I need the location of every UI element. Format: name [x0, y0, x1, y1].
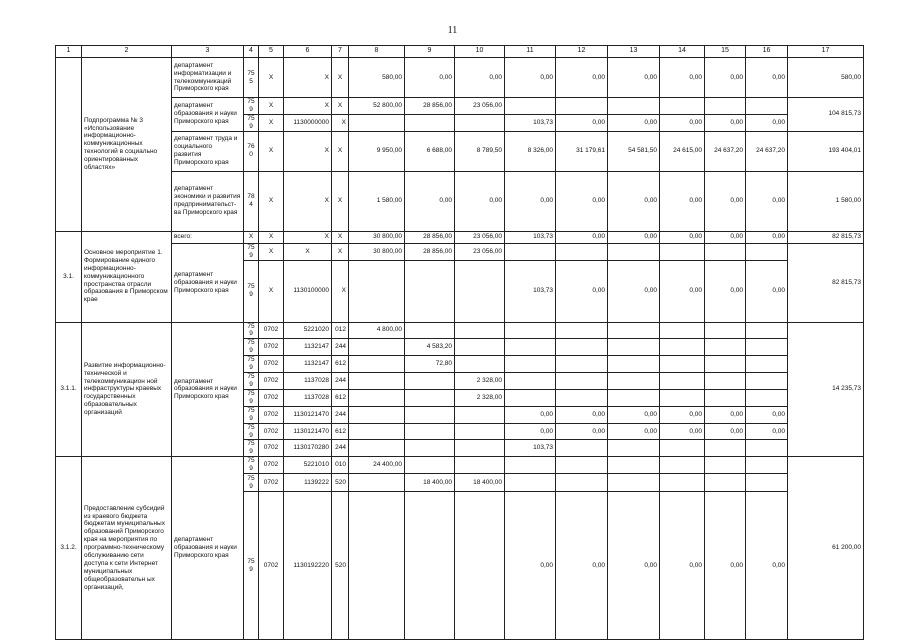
cell-col-15 — [705, 356, 746, 373]
cell-col-5: X — [259, 131, 284, 171]
cell-col-4: 759 — [244, 389, 259, 406]
row-number: 3.1.1. — [56, 322, 82, 457]
cell-col-4: 760 — [244, 131, 259, 171]
cell-col-14 — [660, 389, 705, 406]
cell-col-8: 1 580,00 — [349, 171, 405, 231]
cell-col-5: X — [259, 260, 284, 322]
cell-col-6: 1130170280 — [284, 440, 332, 457]
cell-col-7: X — [332, 114, 349, 131]
cell-col-5: 0702 — [259, 406, 284, 423]
header-col-1: 1 — [56, 46, 82, 58]
cell-col-4: 759 — [244, 440, 259, 457]
row-number: 3.1.2. — [56, 457, 82, 640]
cell-col-4: 759 — [244, 474, 259, 492]
cell-col-15 — [705, 98, 746, 115]
cell-col-7: 012 — [332, 322, 349, 339]
cell-col-7: 244 — [332, 373, 349, 390]
cell-col-5: 0702 — [259, 339, 284, 356]
cell-col-6: X — [284, 131, 332, 171]
cell-col-13: 0,00 — [608, 406, 660, 423]
cell-col-13 — [608, 440, 660, 457]
executor: департамент труда и социального развития Приморского края — [172, 131, 244, 171]
cell-col-14 — [660, 322, 705, 339]
cell-col-11 — [505, 339, 556, 356]
executor: департамент образования и науки Приморского края — [172, 98, 244, 132]
cell-col-6: 1130100000 — [284, 260, 332, 322]
table-row — [56, 98, 864, 115]
executor: департамент образования и науки Приморского края — [172, 243, 244, 322]
cell-col-16: 0,00 — [746, 423, 788, 440]
cell-col-4: 759 — [244, 339, 259, 356]
cell-col-13 — [608, 339, 660, 356]
cell-col-5: X — [259, 231, 284, 243]
cell-col-12: 0,00 — [556, 406, 608, 423]
cell-col-12 — [556, 440, 608, 457]
cell-col-7: 010 — [332, 457, 349, 474]
cell-col-4: 759 — [244, 356, 259, 373]
program-name: Подпрограмма № 3 «Использование информационно-коммуникационных технологий в социально ориентированных областях» — [82, 58, 172, 232]
cell-col-6: 1137028 — [284, 389, 332, 406]
cell-col-9 — [405, 492, 455, 640]
table-row — [56, 243, 864, 260]
cell-col-4: 759 — [244, 406, 259, 423]
cell-col-11: 0,00 — [505, 423, 556, 440]
cell-col-17: 580,00 — [788, 58, 864, 98]
cell-col-4: 784 — [244, 171, 259, 231]
cell-col-15 — [705, 339, 746, 356]
cell-col-15 — [705, 322, 746, 339]
cell-col-14 — [660, 98, 705, 115]
cell-col-7: 244 — [332, 440, 349, 457]
cell-col-5: 0702 — [259, 373, 284, 390]
cell-col-8 — [349, 406, 405, 423]
cell-col-6: 1137028 — [284, 373, 332, 390]
cell-col-16: 0,00 — [746, 260, 788, 322]
cell-col-4: 759 — [244, 243, 259, 260]
cell-col-7: X — [332, 260, 349, 322]
cell-col-16 — [746, 474, 788, 492]
cell-col-9: 6 688,00 — [405, 131, 455, 171]
header-col-12: 12 — [556, 46, 608, 58]
cell-col-6: X — [284, 171, 332, 231]
cell-col-13: 0,00 — [608, 492, 660, 640]
header-col-8: 8 — [349, 46, 405, 58]
cell-col-17: 82 815,73 — [788, 231, 864, 243]
table-row — [56, 457, 864, 474]
cell-col-11 — [505, 322, 556, 339]
cell-col-10 — [455, 406, 505, 423]
header-col-9: 9 — [405, 46, 455, 58]
cell-col-12 — [556, 98, 608, 115]
cell-col-10: 0,00 — [455, 58, 505, 98]
cell-col-6: 1130192220 — [284, 492, 332, 640]
cell-col-14: 0,00 — [660, 406, 705, 423]
cell-col-7: 612 — [332, 389, 349, 406]
cell-col-10: 23 056,00 — [455, 98, 505, 115]
cell-col-15 — [705, 389, 746, 406]
cell-col-11: 103,73 — [505, 440, 556, 457]
cell-col-7: X — [332, 171, 349, 231]
cell-col-11 — [505, 356, 556, 373]
cell-col-14: 0,00 — [660, 423, 705, 440]
header-col-16: 16 — [746, 46, 788, 58]
cell-col-16: 0,00 — [746, 492, 788, 640]
cell-col-11: 103,73 — [505, 231, 556, 243]
header-col-15: 15 — [705, 46, 746, 58]
cell-col-6: 5221010 — [284, 457, 332, 474]
cell-col-8: 30 800,00 — [349, 243, 405, 260]
cell-col-12: 0,00 — [556, 260, 608, 322]
cell-col-15: 0,00 — [705, 406, 746, 423]
cell-col-14: 0,00 — [660, 260, 705, 322]
cell-col-16 — [746, 356, 788, 373]
cell-col-16 — [746, 373, 788, 390]
cell-col-13: 0,00 — [608, 114, 660, 131]
cell-col-5: 0702 — [259, 356, 284, 373]
page-number: 11 — [447, 25, 458, 36]
cell-col-7: 244 — [332, 406, 349, 423]
cell-col-9 — [405, 322, 455, 339]
cell-col-4: 759 — [244, 492, 259, 640]
cell-col-12: 0,00 — [556, 492, 608, 640]
cell-col-4: X — [244, 231, 259, 243]
cell-col-5: 0702 — [259, 389, 284, 406]
cell-col-12: 0,00 — [556, 231, 608, 243]
cell-col-5: X — [259, 171, 284, 231]
cell-col-9 — [405, 114, 455, 131]
cell-col-7: X — [332, 58, 349, 98]
cell-col-10: 23 056,00 — [455, 243, 505, 260]
cell-col-11: 8 326,00 — [505, 131, 556, 171]
cell-col-9: 4 583,20 — [405, 339, 455, 356]
cell-col-12 — [556, 373, 608, 390]
cell-col-14: 0,00 — [660, 58, 705, 98]
cell-col-11 — [505, 373, 556, 390]
cell-col-8 — [349, 474, 405, 492]
table-row — [56, 171, 864, 231]
cell-col-13: 0,00 — [608, 260, 660, 322]
cell-col-14: 0,00 — [660, 492, 705, 640]
cell-col-9 — [405, 440, 455, 457]
cell-col-16: 0,00 — [746, 231, 788, 243]
header-col-4: 4 — [244, 46, 259, 58]
cell-col-13 — [608, 356, 660, 373]
cell-col-13 — [608, 474, 660, 492]
cell-col-12 — [556, 457, 608, 474]
cell-col-12: 0,00 — [556, 58, 608, 98]
cell-col-12 — [556, 339, 608, 356]
cell-col-12 — [556, 474, 608, 492]
cell-col-16: 0,00 — [746, 114, 788, 131]
cell-col-8 — [349, 440, 405, 457]
cell-col-11: 0,00 — [505, 171, 556, 231]
cell-col-7: 520 — [332, 474, 349, 492]
cell-col-9 — [405, 260, 455, 322]
cell-col-13 — [608, 243, 660, 260]
cell-col-6: 5221020 — [284, 322, 332, 339]
cell-col-10 — [455, 423, 505, 440]
budget-table — [55, 45, 864, 640]
cell-col-8 — [349, 260, 405, 322]
cell-col-15 — [705, 457, 746, 474]
cell-col-6: 1132147 — [284, 339, 332, 356]
cell-col-9 — [405, 423, 455, 440]
measure-total: 14 235,73 — [788, 322, 864, 457]
cell-col-4: 759 — [244, 260, 259, 322]
cell-col-15: 0,00 — [705, 171, 746, 231]
cell-col-7: 612 — [332, 356, 349, 373]
cell-col-16: 0,00 — [746, 58, 788, 98]
cell-col-5: X — [259, 243, 284, 260]
cell-col-12: 0,00 — [556, 171, 608, 231]
cell-col-8 — [349, 492, 405, 640]
cell-col-8 — [349, 339, 405, 356]
cell-col-6: 1139222 — [284, 474, 332, 492]
cell-col-10: 0,00 — [455, 171, 505, 231]
cell-col-8: 52 800,00 — [349, 98, 405, 115]
cell-col-7: X — [332, 131, 349, 171]
cell-col-14 — [660, 373, 705, 390]
cell-col-13 — [608, 389, 660, 406]
cell-col-9 — [405, 457, 455, 474]
header-col-13: 13 — [608, 46, 660, 58]
executor: департамент образования и науки Приморского края — [172, 457, 244, 640]
cell-col-12: 0,00 — [556, 114, 608, 131]
cell-col-5: X — [259, 58, 284, 98]
cell-col-4: 759 — [244, 423, 259, 440]
cell-col-11 — [505, 98, 556, 115]
cell-col-4: 759 — [244, 114, 259, 131]
executor: департамент образования и науки Приморского края — [172, 322, 244, 457]
measure-name: Развитие информационно-технической и телекоммуникацион ной инфраструктуры краевых государственных образовательных организаций — [82, 322, 172, 457]
cell-col-6: X — [284, 231, 332, 243]
cell-col-14: 24 615,00 — [660, 131, 705, 171]
cell-col-15: 0,00 — [705, 231, 746, 243]
cell-col-15: 0,00 — [705, 260, 746, 322]
cell-col-6: X — [284, 243, 332, 260]
cell-col-16: 0,00 — [746, 171, 788, 231]
cell-col-8 — [349, 114, 405, 131]
cell-col-8: 24 400,00 — [349, 457, 405, 474]
cell-col-6: X — [284, 58, 332, 98]
cell-col-17: 104 815,73 — [788, 98, 864, 132]
cell-col-6: 1130121470 — [284, 423, 332, 440]
cell-col-7: X — [332, 98, 349, 115]
cell-col-10 — [455, 322, 505, 339]
header-col-17: 17 — [788, 46, 864, 58]
cell-col-5: 0702 — [259, 492, 284, 640]
cell-col-13 — [608, 322, 660, 339]
cell-col-13: 0,00 — [608, 171, 660, 231]
header-col-3: 3 — [172, 46, 244, 58]
cell-col-10 — [455, 356, 505, 373]
cell-col-5: 0702 — [259, 423, 284, 440]
table-row — [56, 58, 864, 98]
cell-col-16 — [746, 440, 788, 457]
cell-col-17: 82 815,73 — [788, 243, 864, 322]
measure-name: Основное мероприятие 1. Формирование единого информационно-коммуникационного пространства отрасли образования в Приморском крае — [82, 231, 172, 322]
cell-col-14 — [660, 474, 705, 492]
cell-col-4: 755 — [244, 58, 259, 98]
cell-col-14 — [660, 356, 705, 373]
cell-col-13 — [608, 373, 660, 390]
header-col-6: 6 — [284, 46, 332, 58]
cell-col-14 — [660, 440, 705, 457]
measure-total: 61 200,00 — [788, 457, 864, 640]
cell-col-8 — [349, 356, 405, 373]
cell-col-15: 0,00 — [705, 114, 746, 131]
cell-col-17: 1 580,00 — [788, 171, 864, 231]
cell-col-16 — [746, 98, 788, 115]
cell-col-16 — [746, 339, 788, 356]
cell-col-13 — [608, 98, 660, 115]
cell-col-10: 8 789,50 — [455, 131, 505, 171]
table-row — [56, 46, 864, 58]
cell-col-14 — [660, 243, 705, 260]
cell-col-10: 2 328,00 — [455, 389, 505, 406]
cell-col-15: 0,00 — [705, 423, 746, 440]
cell-col-15 — [705, 474, 746, 492]
cell-col-6: 1132147 — [284, 356, 332, 373]
cell-col-9: 0,00 — [405, 171, 455, 231]
cell-col-11: 0,00 — [505, 492, 556, 640]
cell-col-11 — [505, 474, 556, 492]
cell-col-4: 759 — [244, 373, 259, 390]
header-col-2: 2 — [82, 46, 172, 58]
cell-col-15 — [705, 440, 746, 457]
cell-col-5: 0702 — [259, 457, 284, 474]
cell-col-8: 9 950,00 — [349, 131, 405, 171]
cell-col-6: 1130000000 — [284, 114, 332, 131]
cell-col-10 — [455, 457, 505, 474]
cell-col-11: 103,73 — [505, 114, 556, 131]
cell-col-12 — [556, 356, 608, 373]
cell-col-7: 244 — [332, 339, 349, 356]
cell-col-11: 0,00 — [505, 58, 556, 98]
cell-col-8: 30 800,00 — [349, 231, 405, 243]
cell-col-8: 580,00 — [349, 58, 405, 98]
cell-col-11 — [505, 243, 556, 260]
cell-col-8 — [349, 373, 405, 390]
cell-col-16 — [746, 243, 788, 260]
cell-col-10 — [455, 492, 505, 640]
cell-col-9 — [405, 406, 455, 423]
cell-col-10 — [455, 114, 505, 131]
header-col-10: 10 — [455, 46, 505, 58]
cell-col-8 — [349, 423, 405, 440]
cell-col-16 — [746, 322, 788, 339]
cell-col-9 — [405, 389, 455, 406]
cell-col-9: 28 856,00 — [405, 243, 455, 260]
cell-col-9: 28 856,00 — [405, 98, 455, 115]
executor: департамент информатизации и телекоммуникаций Приморского края — [172, 58, 244, 98]
cell-col-17: 193 404,01 — [788, 131, 864, 171]
cell-col-4: 759 — [244, 98, 259, 115]
cell-col-5: X — [259, 114, 284, 131]
table-row — [56, 231, 864, 243]
total-label: всего: — [172, 231, 244, 243]
cell-col-10: 2 328,00 — [455, 373, 505, 390]
cell-col-10 — [455, 260, 505, 322]
cell-col-13 — [608, 457, 660, 474]
cell-col-13: 0,00 — [608, 423, 660, 440]
cell-col-15 — [705, 243, 746, 260]
cell-col-6: X — [284, 98, 332, 115]
cell-col-11 — [505, 457, 556, 474]
cell-col-4: 759 — [244, 322, 259, 339]
header-col-7: 7 — [332, 46, 349, 58]
cell-col-13: 0,00 — [608, 58, 660, 98]
cell-col-12 — [556, 322, 608, 339]
cell-col-15: 0,00 — [705, 492, 746, 640]
cell-col-10 — [455, 339, 505, 356]
header-col-14: 14 — [660, 46, 705, 58]
row-number — [56, 58, 82, 232]
header-col-11: 11 — [505, 46, 556, 58]
measure-name: Предоставление субсидий из краевого бюджета бюджетам муниципальных образований Приморского края на мероприятия по программно-техническому обслуживанию сети доступа к сети Интернет муниципальных общеобразовательн ых организаций, — [82, 457, 172, 640]
cell-col-5: 0702 — [259, 474, 284, 492]
header-col-5: 5 — [259, 46, 284, 58]
cell-col-5: 0702 — [259, 440, 284, 457]
cell-col-8: 4 800,00 — [349, 322, 405, 339]
cell-col-14 — [660, 457, 705, 474]
cell-col-15: 24 637,20 — [705, 131, 746, 171]
cell-col-9: 18 400,00 — [405, 474, 455, 492]
cell-col-9: 72,80 — [405, 356, 455, 373]
cell-col-10: 23 056,00 — [455, 231, 505, 243]
cell-col-16 — [746, 389, 788, 406]
cell-col-12 — [556, 389, 608, 406]
table-row — [56, 131, 864, 171]
cell-col-10 — [455, 440, 505, 457]
cell-col-12: 0,00 — [556, 423, 608, 440]
cell-col-9 — [405, 373, 455, 390]
cell-col-14: 0,00 — [660, 114, 705, 131]
cell-col-13: 54 581,50 — [608, 131, 660, 171]
cell-col-13: 0,00 — [608, 231, 660, 243]
cell-col-14: 0,00 — [660, 231, 705, 243]
cell-col-15 — [705, 373, 746, 390]
cell-col-7: 520 — [332, 492, 349, 640]
cell-col-15: 0,00 — [705, 58, 746, 98]
cell-col-5: 0702 — [259, 322, 284, 339]
cell-col-11: 103,73 — [505, 260, 556, 322]
cell-col-16 — [746, 457, 788, 474]
cell-col-7: X — [332, 231, 349, 243]
cell-col-7: 612 — [332, 423, 349, 440]
table-row — [56, 322, 864, 339]
cell-col-11 — [505, 389, 556, 406]
cell-col-14: 0,00 — [660, 171, 705, 231]
cell-col-6: 1130121470 — [284, 406, 332, 423]
cell-col-5: X — [259, 98, 284, 115]
cell-col-12 — [556, 243, 608, 260]
cell-col-9: 0,00 — [405, 58, 455, 98]
cell-col-16: 0,00 — [746, 406, 788, 423]
cell-col-8 — [349, 389, 405, 406]
cell-col-10: 18 400,00 — [455, 474, 505, 492]
cell-col-11: 0,00 — [505, 406, 556, 423]
cell-col-7: X — [332, 243, 349, 260]
cell-col-4: 759 — [244, 457, 259, 474]
cell-col-14 — [660, 339, 705, 356]
executor: департамент экономики и развития предпринимательст-ва Приморского края — [172, 171, 244, 231]
cell-col-16: 24 637,20 — [746, 131, 788, 171]
cell-col-12: 31 179,61 — [556, 131, 608, 171]
row-number: 3.1. — [56, 231, 82, 322]
cell-col-9: 28 856,00 — [405, 231, 455, 243]
